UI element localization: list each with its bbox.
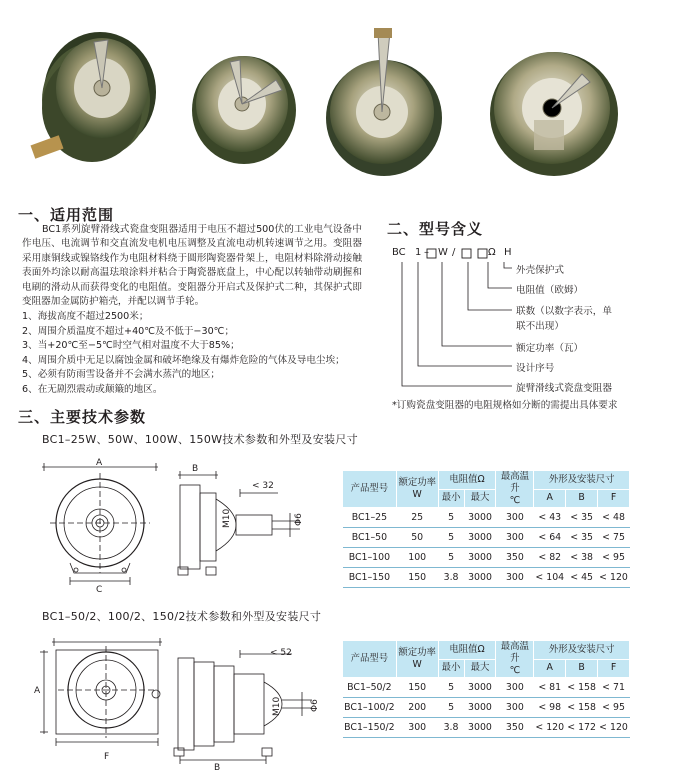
header-power: 额定功率 W — [396, 471, 438, 508]
header-dims: 外形及安装尺寸 — [534, 641, 630, 660]
section1-title: 一、适用范围 — [18, 206, 115, 224]
table-cell: 100 — [396, 548, 438, 568]
table-row — [343, 548, 630, 568]
table-cell: < 120 — [598, 718, 630, 738]
header-temp: 最高温升 ℃ — [496, 641, 534, 678]
table-cell: BC1–25 — [343, 508, 397, 528]
drawing2-label-b: B — [214, 763, 221, 773]
table-cell: BC1–50 — [343, 528, 397, 548]
table-cell: BC1–50/2 — [343, 678, 397, 698]
legend-count: 联数（以数字表示，单 — [516, 306, 612, 317]
table-cell: 300 — [396, 718, 438, 738]
condition-item: 1、海拔高度不超过2500米； — [22, 311, 149, 322]
code-h: H — [504, 247, 512, 258]
legend-power: 额定功率（瓦） — [516, 343, 584, 354]
table-cell: 3.8 — [438, 718, 464, 738]
code-box-ohm — [478, 249, 487, 258]
table-cell: 3000 — [464, 568, 496, 588]
product-photo-3 — [318, 22, 448, 182]
table-cell: 350 — [496, 548, 534, 568]
table-cell: 3000 — [464, 718, 496, 738]
header-resistance: 电阻值Ω — [438, 641, 496, 660]
table-cell: < 38 — [566, 548, 598, 568]
table-cell: 5 — [438, 678, 464, 698]
drawing2-label-f: F — [104, 752, 110, 762]
table-cell: 300 — [496, 678, 534, 698]
legend-type: 旋臂滑线式瓷盘变阻器 — [516, 383, 612, 394]
table-cell: 300 — [496, 528, 534, 548]
section2-title: 二、型号含义 — [387, 220, 484, 238]
table-cell: < 45 — [566, 568, 598, 588]
table-cell: 3000 — [464, 508, 496, 528]
condition-item: 5、必须有防雨雪设备并不会满水蒸汽的地区； — [22, 369, 220, 381]
header-model: 产品型号 — [343, 641, 397, 678]
header-min: 最小 — [438, 659, 464, 678]
drawing1-label-c: C — [96, 585, 103, 595]
table-cell: 50 — [396, 528, 438, 548]
header-b: B — [566, 489, 598, 508]
condition-item: 3、当+20℃至−5℃时空气相对温度不大于85%； — [22, 340, 240, 352]
table-cell: < 35 — [566, 528, 598, 548]
table-cell: < 35 — [566, 508, 598, 528]
table-cell: BC1–100 — [343, 548, 397, 568]
table-cell: 200 — [396, 698, 438, 718]
table-cell: < 95 — [598, 548, 630, 568]
table-cell: < 158 — [566, 698, 598, 718]
table-cell: BC1–100/2 — [343, 698, 397, 718]
code-ohm: Ω — [488, 247, 496, 258]
table-cell: 350 — [496, 718, 534, 738]
legend-enclosure: 外壳保护式 — [516, 265, 564, 276]
header-b: B — [566, 659, 598, 678]
table-row — [343, 678, 630, 698]
code-slash: / — [452, 247, 456, 258]
table-cell: < 75 — [598, 528, 630, 548]
table-cell: < 71 — [598, 678, 630, 698]
drawing2-label-m10: M10 — [272, 696, 282, 716]
table-cell: < 120 — [598, 568, 630, 588]
header-dims: 外形及安装尺寸 — [534, 471, 630, 490]
table-row — [343, 568, 630, 588]
product-photo-4 — [478, 28, 628, 183]
table-cell: < 98 — [534, 698, 566, 718]
order-note: *订购瓷盘变阻器的电阻规格如分断的需提出具体要求 — [392, 400, 618, 411]
drawing1-label-phi6: Φ6 — [294, 513, 304, 526]
header-a: A — [534, 659, 566, 678]
table-cell: BC1–150/2 — [343, 718, 397, 738]
header-f: F — [598, 659, 630, 678]
table-cell: 25 — [396, 508, 438, 528]
table-cell: 3.8 — [438, 568, 464, 588]
header-max: 最大 — [464, 489, 496, 508]
table1-title: BC1–25W、50W、100W、150W技术参数和外型及安装尺寸 — [42, 433, 358, 446]
drawing1-label-m10: M10 — [222, 508, 232, 528]
table-cell: < 82 — [534, 548, 566, 568]
drawing2-label-lt52: < 52 — [270, 648, 292, 658]
table-cell: 5 — [438, 548, 464, 568]
table-cell: < 48 — [598, 508, 630, 528]
table-cell: < 43 — [534, 508, 566, 528]
table-cell: 300 — [496, 568, 534, 588]
table-row — [343, 698, 630, 718]
table-cell: BC1–150 — [343, 568, 397, 588]
table2-title: BC1–50/2、100/2、150/2技术参数和外型及安装尺寸 — [42, 610, 322, 623]
table-cell: < 120 — [534, 718, 566, 738]
table-cell: 300 — [496, 508, 534, 528]
section1-paragraph: BC1系列旋臂滑线式瓷盘变阻器适用于电压不超过500伏的工业电气设备中作电压、电流调节和交直流发电机电压调整及直流电动机转速调节之用。变阻器采用康铜线或镍铬线作为电阻材料绕于圆形陶瓷器骨架上，电阻材料除滑动接触表面外均涂以耐高温珐琅涂料并粘合于陶瓷器底盘上，中心配以转轴带动刷握和电刷的滑动从而获得变化的电阻值。变阻器分开启式及保护式二种，其保护式即变阻器加金属防护箱壳，并配以调节手轮。 — [22, 224, 362, 308]
table-cell: 3000 — [464, 528, 496, 548]
legend-count-2: 联不出现） — [516, 321, 564, 332]
drawing1-label-b: B — [192, 464, 199, 474]
drawing2-label-phi6: Φ6 — [310, 699, 320, 712]
table-cell: 5 — [438, 528, 464, 548]
section3-title: 三、主要技术参数 — [18, 408, 147, 426]
table-cell: 3000 — [464, 698, 496, 718]
code-one: 1 — [415, 247, 422, 258]
code-w: W — [438, 247, 448, 258]
condition-item: 2、周围介质温度不超过+40℃及不低于−30℃； — [22, 325, 235, 337]
header-resistance: 电阻值Ω — [438, 471, 496, 490]
drawing1-label-lt32: < 32 — [252, 481, 274, 491]
product-photo-1 — [22, 22, 162, 172]
table-cell: 3000 — [464, 548, 496, 568]
table-row — [343, 528, 630, 548]
table-cell: 5 — [438, 508, 464, 528]
product-photo-2 — [182, 40, 302, 170]
spec-table-2 — [342, 640, 630, 738]
code-bc: BC — [392, 247, 406, 258]
conditions-list — [22, 310, 372, 398]
header-model: 产品型号 — [343, 471, 397, 508]
condition-item: 6、在无剧烈震动或颠簸的地区。 — [22, 383, 163, 395]
legend-design: 设计序号 — [516, 363, 555, 374]
table-cell: < 172 — [566, 718, 598, 738]
table-cell: 150 — [396, 568, 438, 588]
code-dash: – — [424, 247, 429, 258]
legend-resistance: 电阻值（欧姆） — [516, 285, 584, 296]
header-max: 最大 — [464, 659, 496, 678]
header-f: F — [598, 489, 630, 508]
table-cell: < 104 — [534, 568, 566, 588]
header-a: A — [534, 489, 566, 508]
drawing1-label-a: A — [96, 458, 103, 468]
condition-item: 4、周围介质中无足以腐蚀金属和破坏绝缘及有爆炸危险的气体及导电尘埃； — [22, 354, 345, 366]
dimension-drawing-1 — [40, 455, 325, 590]
spec-table-1 — [342, 470, 630, 588]
header-temp: 最高温升 ℃ — [496, 471, 534, 508]
table-cell: 150 — [396, 678, 438, 698]
drawing2-label-a: A — [34, 686, 41, 696]
table-cell: 5 — [438, 698, 464, 718]
table-cell: < 158 — [566, 678, 598, 698]
table-cell: < 81 — [534, 678, 566, 698]
table-cell: 300 — [496, 698, 534, 718]
table-row — [343, 718, 630, 738]
table-cell: < 95 — [598, 698, 630, 718]
header-min: 最小 — [438, 489, 464, 508]
code-box-count — [462, 249, 471, 258]
header-power: 额定功率 W — [396, 641, 438, 678]
table-cell: < 64 — [534, 528, 566, 548]
table-row — [343, 508, 630, 528]
table-cell: 3000 — [464, 678, 496, 698]
